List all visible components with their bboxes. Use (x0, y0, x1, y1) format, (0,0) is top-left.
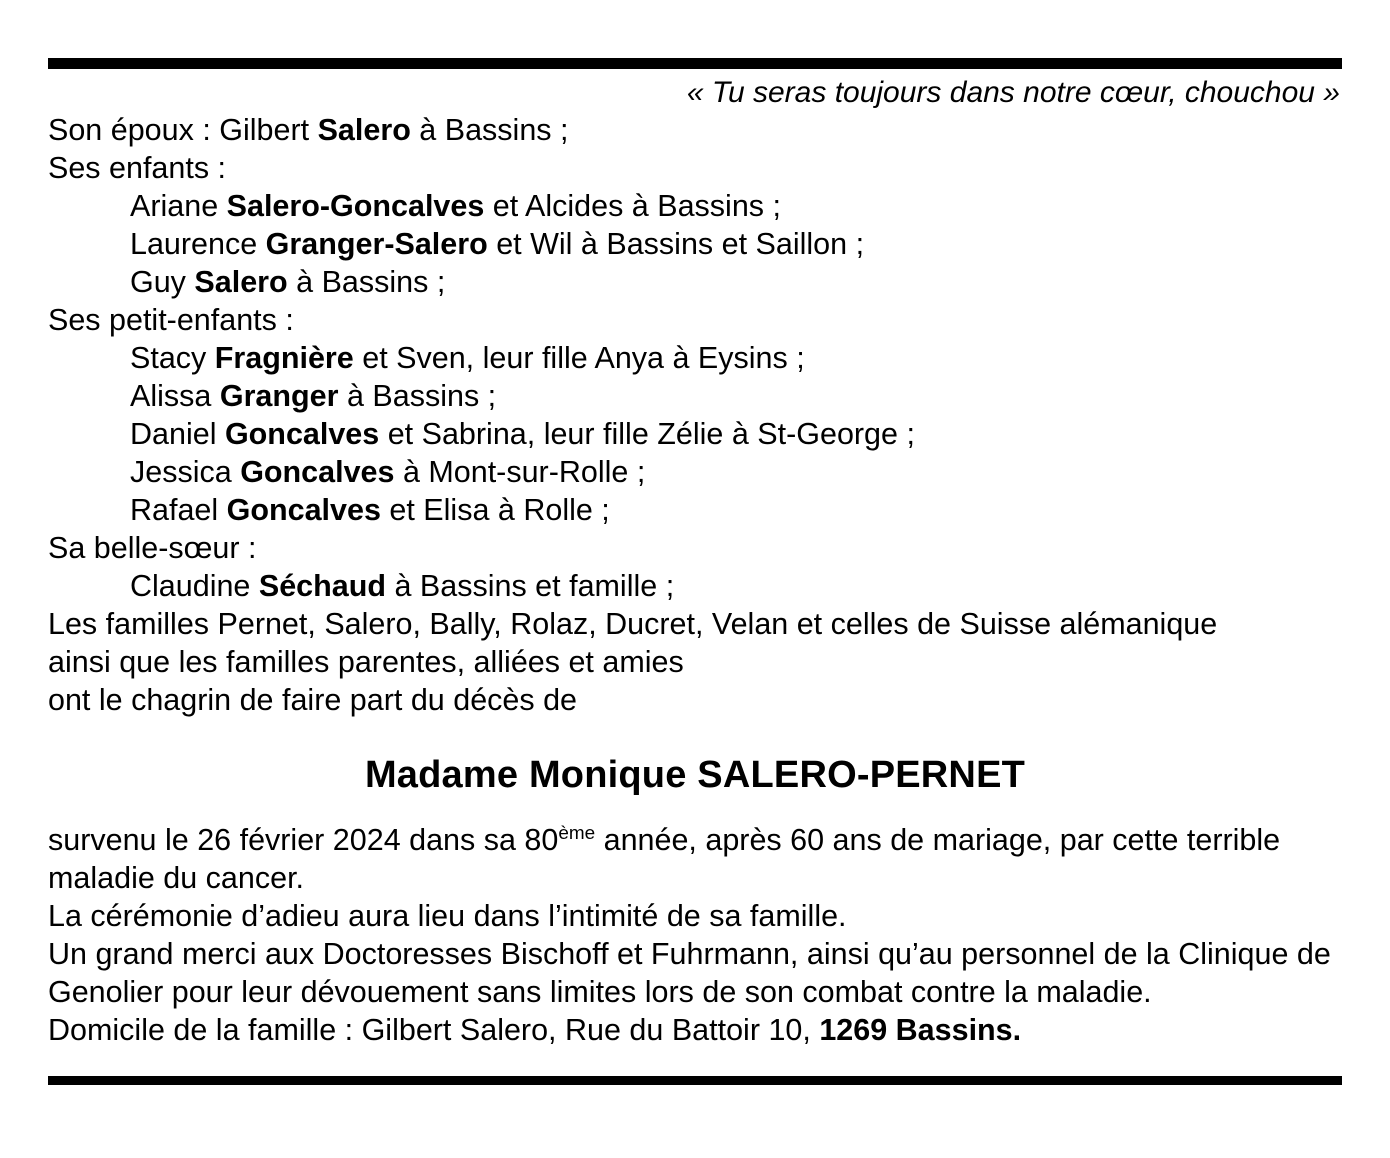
top-divider (48, 58, 1342, 69)
grandchild-item (48, 377, 1342, 415)
death-details-after-age: année, après 60 ans de mariage, par cette terrible maladie du cancer. (48, 822, 1281, 895)
sister-in-law-prefix: Claudine (130, 569, 259, 604)
age-ordinal-suffix: ème (558, 822, 596, 844)
grandchildren-heading: Ses petit-enfants : (48, 303, 294, 338)
child-name: Salero (194, 265, 288, 300)
grandchild-item (48, 339, 1342, 377)
sister-in-law-suffix: à Bassins et famille ; (386, 569, 675, 604)
grandchild-prefix: Alissa (130, 379, 220, 414)
grandchild-prefix: Rafael (130, 493, 227, 528)
thanks-paragraph: Un grand merci aux Doctoresses Bischoff et Fuhrmann, ainsi qu’au personnel de la Clinique de Genolier pour leur dévouement sans limites lors de son combat contre la maladie. (48, 936, 1331, 1009)
grandchild-prefix: Stacy (130, 341, 215, 376)
grandchild-name: Goncalves (226, 493, 381, 528)
grandchild-suffix: et Sabrina, leur fille Zélie à St-George ; (379, 417, 915, 452)
child-suffix: et Wil à Bassins et Saillon ; (487, 227, 865, 262)
spouse-name: Salero (317, 113, 411, 148)
ceremony-line: La cérémonie d’adieu aura lieu dans l’intimité de sa famille. (48, 898, 847, 933)
grandchild-suffix: et Sven, leur fille Anya à Eysins ; (353, 341, 805, 376)
grandchild-suffix: à Bassins ; (338, 379, 497, 414)
spouse-prefix: Son époux : Gilbert (48, 113, 318, 148)
grandchild-prefix: Jessica (130, 455, 241, 490)
child-prefix: Ariane (130, 189, 227, 224)
child-item (48, 225, 1342, 263)
grandchild-item (48, 453, 1342, 491)
grandchild-name: Fragnière (214, 341, 354, 376)
grandchild-item (48, 415, 1342, 453)
announcement-line: ont le chagrin de faire part du décès de (48, 683, 578, 718)
grandchild-suffix: à Mont-sur-Rolle ; (394, 455, 646, 490)
address-prefix: Domicile de la famille : Gilbert Salero, Rue du Battoir 10, (48, 1012, 820, 1047)
grandchild-name: Granger (219, 379, 339, 414)
address-city: 1269 Bassins. (819, 1012, 1022, 1047)
sister-in-law-item (48, 567, 1342, 605)
child-prefix: Guy (130, 265, 195, 300)
bottom-divider (48, 1076, 1342, 1085)
child-item (48, 263, 1342, 301)
grandchild-suffix: et Elisa à Rolle ; (380, 493, 610, 528)
child-name: Granger-Salero (265, 227, 488, 262)
epigraph-quote: « Tu seras toujours dans notre cœur, chouchou » (686, 76, 1340, 109)
deceased-name: Madame Monique SALERO-PERNET (364, 754, 1026, 797)
spouse-suffix: à Bassins ; (410, 113, 569, 148)
grandchild-name: Goncalves (240, 455, 395, 490)
child-name: Salero-Goncalves (226, 189, 485, 224)
families-line-2: ainsi que les familles parentes, alliées et amies (48, 645, 684, 680)
grandchild-item (48, 491, 1342, 529)
notice-content (48, 74, 1342, 1049)
child-prefix: Laurence (130, 227, 266, 262)
families-line-1: Les familles Pernet, Salero, Bally, Rolaz, Ducret, Velan et celles de Suisse alémanique (48, 607, 1218, 642)
sister-in-law-name: Séchaud (258, 569, 386, 604)
child-item (48, 187, 1342, 225)
sister-in-law-heading: Sa belle-sœur : (48, 531, 257, 566)
grandchild-name: Goncalves (224, 417, 380, 452)
child-suffix: à Bassins ; (287, 265, 446, 300)
grandchild-prefix: Daniel (130, 417, 225, 452)
children-heading: Ses enfants : (48, 151, 227, 186)
child-suffix: et Alcides à Bassins ; (484, 189, 781, 224)
death-details (48, 821, 1342, 897)
address-line (48, 1011, 1342, 1049)
death-details-before-age: survenu le 26 février 2024 dans sa 80 (48, 822, 559, 857)
spouse-line (48, 111, 1342, 149)
